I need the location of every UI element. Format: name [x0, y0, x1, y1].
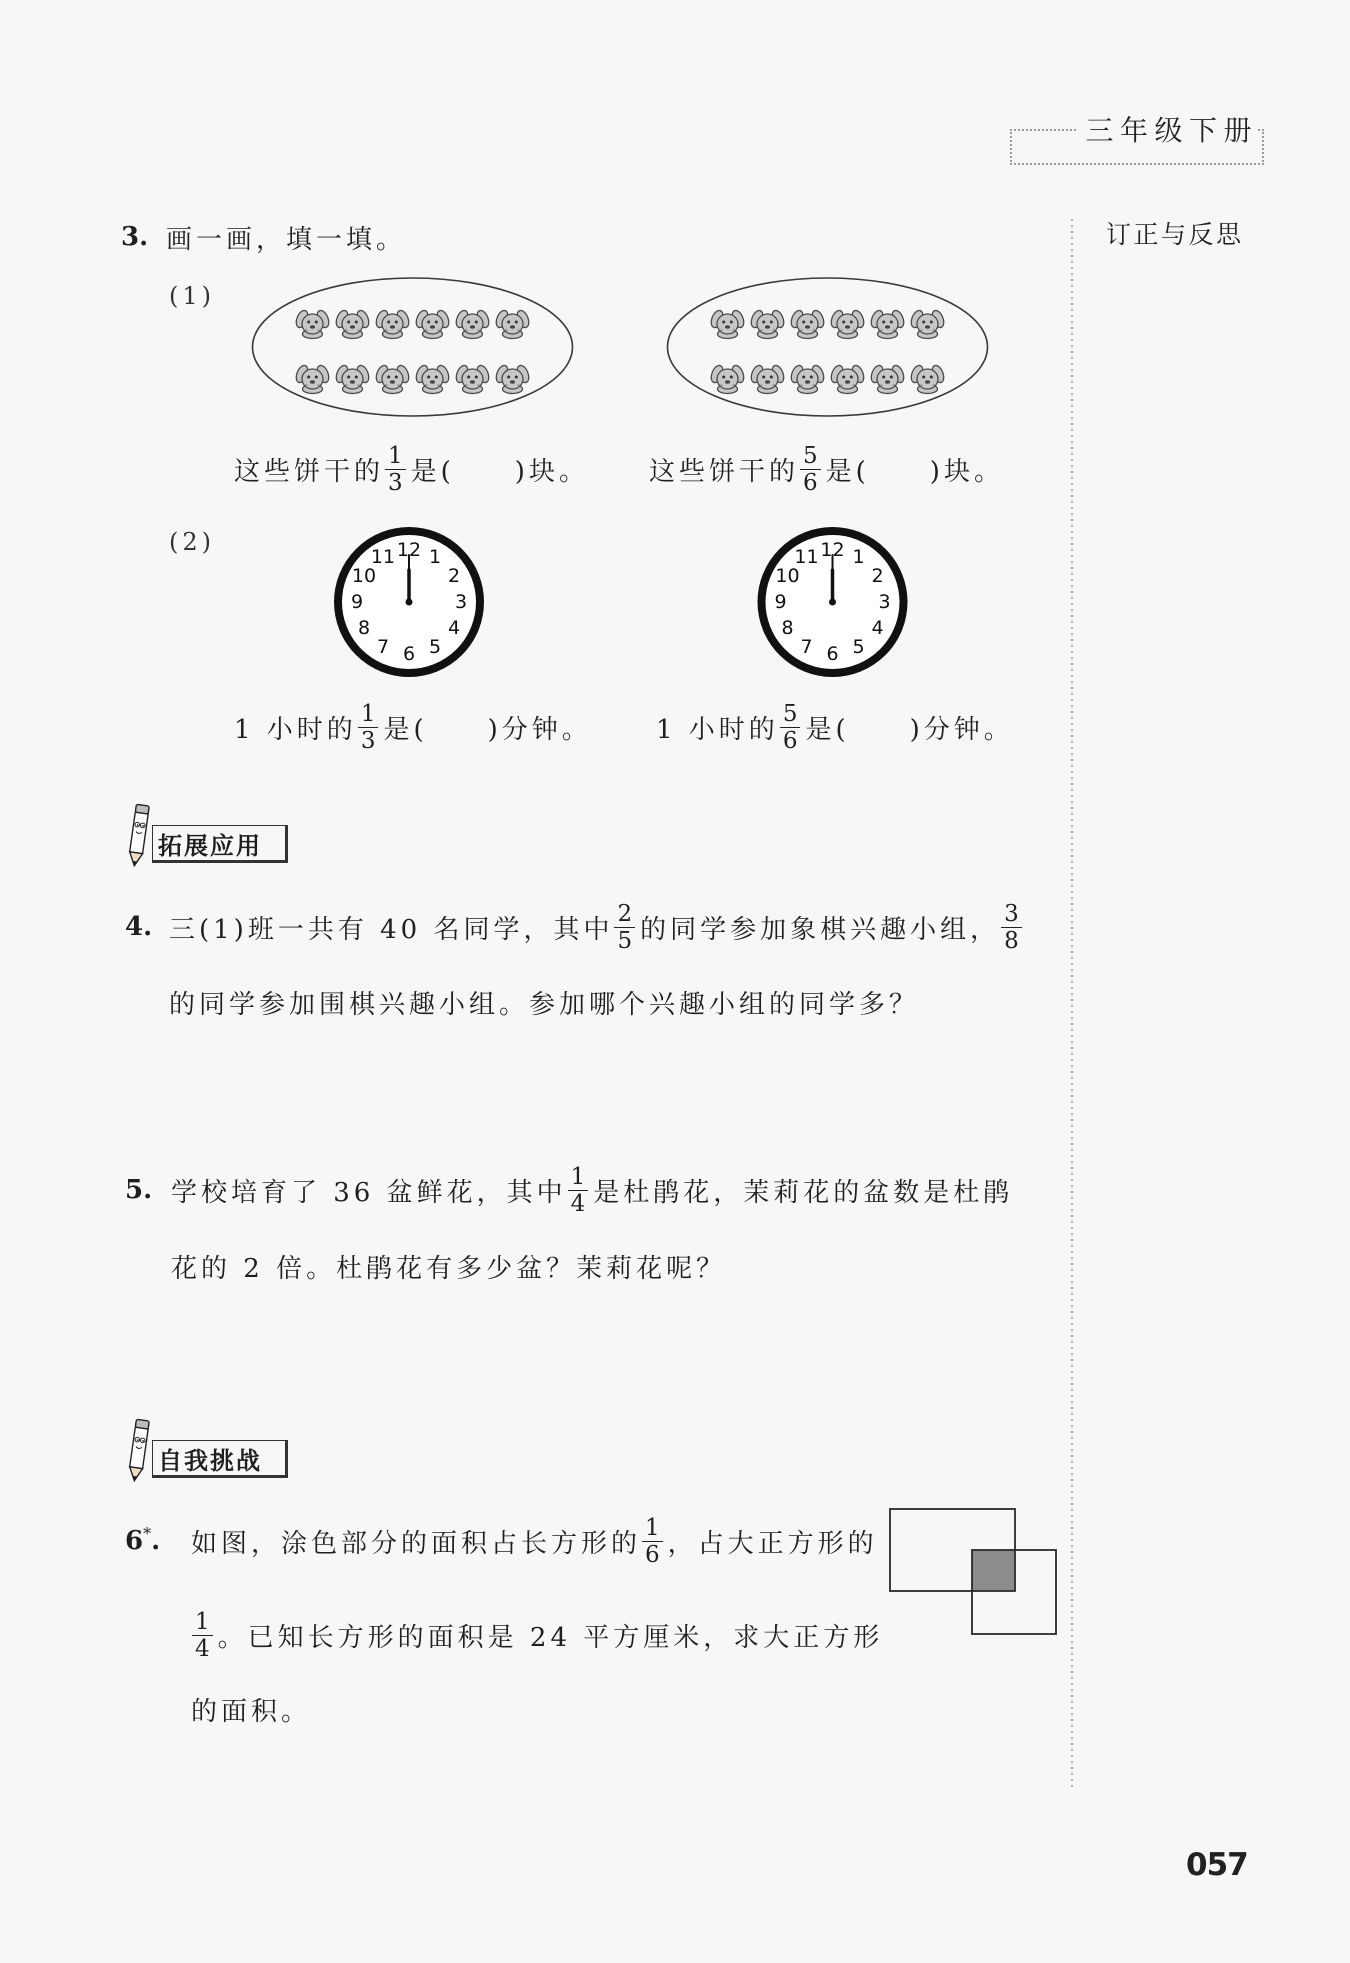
- clock-numeral: 1: [428, 546, 442, 568]
- clock-numeral: 9: [774, 591, 787, 613]
- section-extend-label: 拓展应用: [158, 831, 262, 860]
- clock-numeral: 3: [878, 591, 891, 613]
- clock-numeral: 8: [357, 617, 371, 639]
- biscuit-plate-2: [668, 278, 988, 416]
- clock-numeral: 4: [447, 617, 461, 639]
- clock-numeral: 2: [871, 565, 884, 587]
- part-2-label: (2): [169, 528, 215, 556]
- fraction-denominator: 8: [1004, 927, 1019, 954]
- page-number: 057: [1186, 1847, 1248, 1883]
- fraction-numerator: 1: [642, 1515, 663, 1542]
- biscuit-icon: [494, 364, 531, 394]
- shaded-overlap: [972, 1550, 1015, 1591]
- clock-numeral: 6: [826, 643, 839, 665]
- fraction: [568, 1164, 589, 1217]
- question-4-line-1: [125, 892, 1027, 962]
- biscuit-icon: [294, 364, 331, 394]
- clock-1: [338, 531, 480, 673]
- question-6-line-1: [125, 1506, 878, 1576]
- clock-numeral: 11: [794, 546, 819, 568]
- clock-numeral: 1: [852, 546, 865, 568]
- clock-question-1: [234, 692, 592, 762]
- text-segment: 是( )分钟。: [383, 714, 592, 745]
- fraction-numerator: 3: [1001, 901, 1022, 928]
- text-segment: 三(1)班一共有 40 名同学，其中: [169, 914, 614, 945]
- fraction: [385, 443, 406, 496]
- fraction: [1001, 901, 1022, 954]
- clock-numeral: 8: [781, 617, 794, 639]
- challenge-star-mark: *: [143, 1524, 152, 1543]
- biscuit-icon: [909, 364, 946, 394]
- section-challenge-header: [152, 1440, 288, 1478]
- clock-numeral: 5: [852, 636, 865, 658]
- text-segment: 。已知长方形的面积是 24 平方厘米，求大正方形: [217, 1622, 884, 1653]
- correction-reflection-label: 订正与反思: [1106, 220, 1244, 249]
- biscuit-question-2: [649, 434, 1004, 504]
- biscuit-icon: [789, 309, 826, 339]
- biscuit-icon: [709, 364, 746, 394]
- clock-numeral: 11: [370, 546, 396, 568]
- biscuit-icon: [454, 364, 491, 394]
- grade-label-box: [1010, 114, 1264, 165]
- text-segment: 这些饼干的: [649, 456, 800, 487]
- fraction-denominator: 3: [360, 727, 376, 754]
- fraction-denominator: 4: [195, 1635, 210, 1662]
- text-segment: 如图，涂色部分的面积占长方形的: [191, 1528, 642, 1559]
- fraction-numerator: 1: [358, 701, 379, 728]
- clock-numeral: 4: [871, 617, 884, 639]
- fraction: [614, 901, 635, 954]
- fraction-denominator: 6: [645, 1541, 660, 1568]
- fraction-numerator: 5: [800, 443, 821, 470]
- text-segment: 是( )分钟。: [805, 714, 1014, 745]
- clock-numeral: 10: [775, 565, 800, 587]
- fraction-denominator: 4: [570, 1190, 586, 1217]
- fraction-numerator: 2: [614, 901, 635, 928]
- clock-numeral: 2: [447, 565, 461, 587]
- text-segment: 是( )块。: [825, 456, 1004, 487]
- biscuit-group-1: [294, 309, 531, 394]
- text-segment: 是( )块。: [410, 456, 589, 487]
- fraction: [192, 1609, 213, 1662]
- clock-2: [762, 531, 904, 673]
- biscuit-plate-1: [253, 278, 573, 416]
- overlap-figure: [890, 1509, 1056, 1634]
- clock-numeral: 12: [820, 539, 845, 561]
- clock-numeral: 12: [396, 539, 422, 561]
- biscuit-icon: [709, 309, 746, 339]
- pencil-icon: [124, 803, 154, 869]
- fraction-denominator: 5: [617, 927, 633, 954]
- biscuit-icon: [829, 309, 866, 339]
- fraction-numerator: 5: [780, 701, 801, 728]
- biscuit-icon: [869, 364, 906, 394]
- biscuit-icon: [909, 309, 946, 339]
- question-title: 画一画，填一填。: [166, 224, 407, 255]
- text-segment: 的同学参加象棋兴趣小组，: [640, 914, 1001, 945]
- clock-center-dot: [829, 599, 836, 606]
- biscuit-icon: [749, 364, 786, 394]
- question-5-line-1: [125, 1155, 1013, 1225]
- fraction-numerator: 1: [192, 1609, 213, 1636]
- clock-numeral: 10: [351, 565, 377, 587]
- question-number: [125, 1526, 191, 1556]
- clock-numeral: 3: [454, 591, 468, 613]
- fraction: [358, 701, 379, 754]
- biscuit-icon: [414, 309, 451, 339]
- text-segment: ，占大正方形的: [667, 1528, 878, 1559]
- biscuit-icon: [334, 309, 371, 339]
- question-3-title-line: [121, 202, 406, 272]
- fraction: [642, 1515, 663, 1568]
- question-6-line-3: 的面积。: [191, 1696, 312, 1727]
- text-segment: 学校培育了 36 盆鲜花，其中: [171, 1177, 567, 1208]
- fraction-denominator: 3: [388, 469, 403, 496]
- biscuit-icon: [829, 364, 866, 394]
- part-1-label: (1): [169, 282, 215, 310]
- fraction: [780, 701, 801, 754]
- section-extend-header: [152, 825, 288, 863]
- question-number: 4.: [125, 912, 153, 942]
- biscuit-icon: [374, 309, 411, 339]
- question-number-dot: .: [151, 1526, 161, 1556]
- text-segment: 1 小时的: [234, 714, 357, 745]
- clock-numeral: 9: [350, 591, 364, 613]
- clock-numeral: 6: [402, 643, 416, 665]
- question-4-line-2: 的同学参加围棋兴趣小组。参加哪个兴趣小组的同学多？: [169, 989, 920, 1020]
- biscuit-icon: [749, 309, 786, 339]
- biscuit-icon: [789, 364, 826, 394]
- biscuit-icon: [334, 364, 371, 394]
- grade-label: 三年级下册: [1077, 114, 1258, 148]
- fraction-numerator: 1: [568, 1164, 589, 1191]
- fraction-denominator: 6: [803, 469, 818, 496]
- biscuit-icon: [294, 309, 331, 339]
- biscuit-group-2: [709, 309, 946, 394]
- clock-numeral: 7: [376, 636, 390, 658]
- clock-center-dot: [406, 599, 413, 606]
- biscuit-question-1: [234, 434, 589, 504]
- biscuit-icon: [374, 364, 411, 394]
- question-number: 5.: [125, 1175, 153, 1205]
- question-number-digit: 6: [125, 1526, 144, 1556]
- fraction-denominator: 6: [782, 727, 798, 754]
- section-challenge-label: 自我挑战: [158, 1446, 262, 1475]
- question-5-line-2: 花的 2 倍。杜鹃花有多少盆？茉莉花呢？: [171, 1253, 727, 1284]
- text-segment: 这些饼干的: [234, 456, 385, 487]
- fraction-numerator: 1: [385, 443, 406, 470]
- question-6-line-2: [191, 1600, 883, 1670]
- clock-numeral: 5: [428, 636, 442, 658]
- clock-numeral: 7: [800, 636, 813, 658]
- biscuit-icon: [494, 309, 531, 339]
- biscuit-icon: [454, 309, 491, 339]
- question-number: 3.: [121, 222, 149, 252]
- fraction: [800, 443, 821, 496]
- text-segment: 是杜鹃花，茉莉花的盆数是杜鹃: [593, 1177, 1014, 1208]
- pencil-icon: [124, 1418, 154, 1484]
- biscuit-icon: [414, 364, 451, 394]
- text-segment: 1 小时的: [656, 714, 779, 745]
- biscuit-icon: [869, 309, 906, 339]
- clock-question-2: [656, 692, 1014, 762]
